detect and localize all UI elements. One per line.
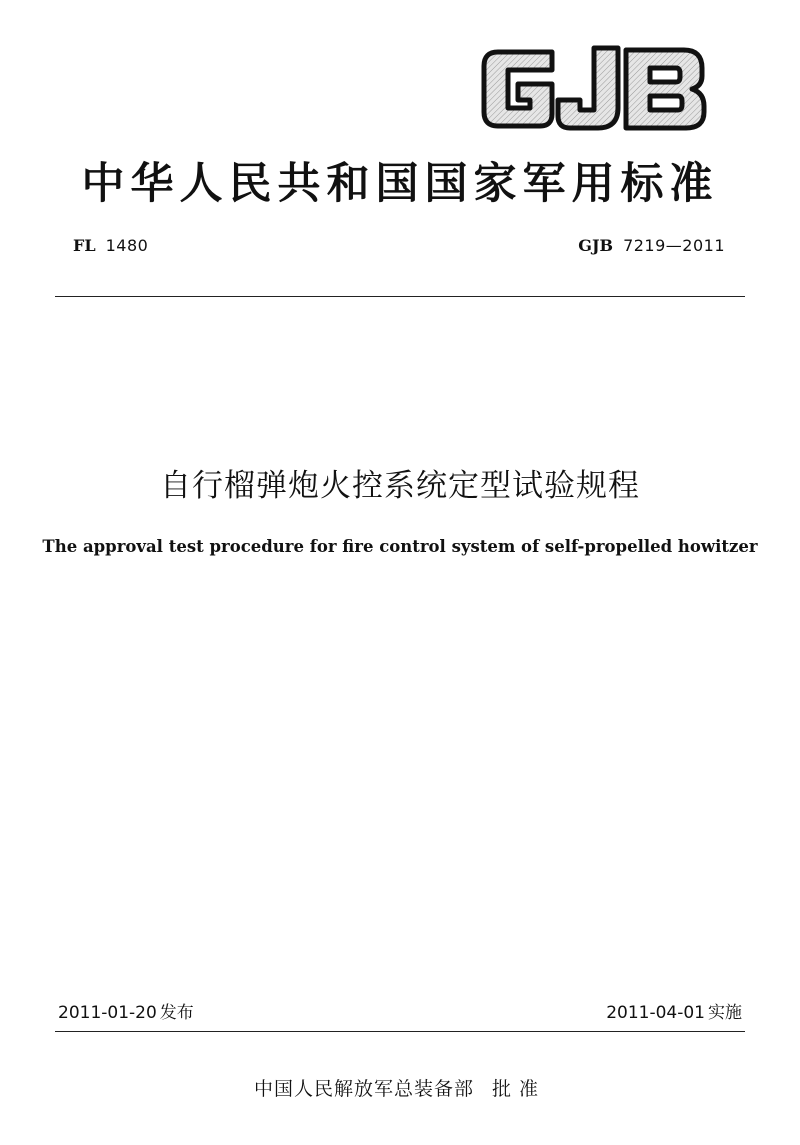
effective-date: 2011-04-01 (606, 1003, 705, 1023)
standard-prefix: GJB (578, 236, 614, 255)
issue-date: 2011-01-20 (58, 1003, 157, 1023)
header-divider (55, 296, 745, 297)
issue-date-line (58, 998, 194, 1023)
effective-date-line (606, 998, 742, 1023)
classification-prefix: FL (73, 236, 96, 255)
standard-type-title: 中华人民共和国国家军用标准 (81, 159, 719, 209)
standard-number: 7219—2011 (623, 236, 725, 255)
issue-label: 发布 (159, 1003, 194, 1023)
standard-code (578, 236, 725, 255)
issuing-authority-line (0, 1074, 800, 1101)
classification-code (73, 236, 148, 255)
issuing-authority: 中国人民解放军总装备部 (253, 1078, 474, 1100)
document-title-chinese: 自行榴弹炮火控系统定型试验规程 (160, 468, 640, 504)
effective-label: 实施 (708, 1003, 742, 1023)
footer-divider (55, 1031, 745, 1032)
document-title-english: The approval test procedure for fire control system of self-propelled howitzer (42, 537, 758, 556)
approve-label: 批准 (492, 1078, 547, 1100)
gjb-logo (478, 44, 710, 134)
classification-number: 1480 (105, 236, 149, 255)
